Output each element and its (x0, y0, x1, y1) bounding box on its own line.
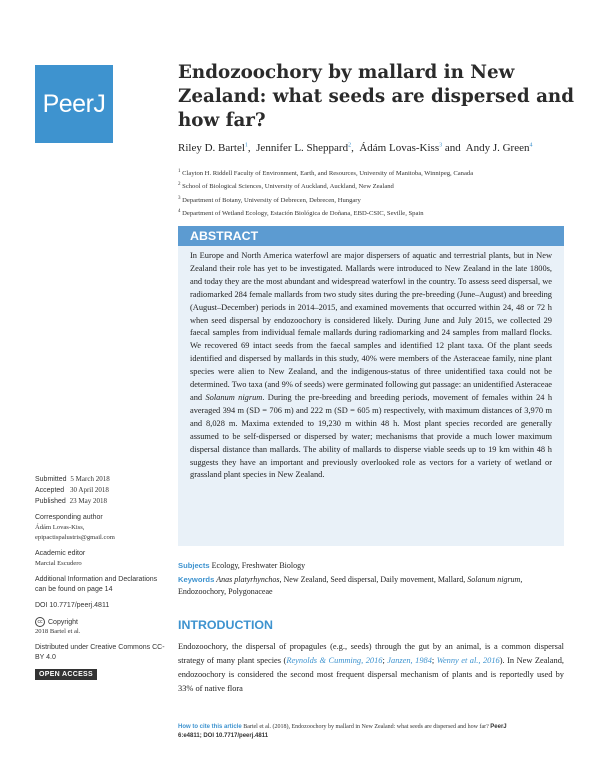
article-title: Endozoochory by mallard in New Zealand: what seeds are dispersed and how far? (178, 62, 575, 131)
copyright: cc Copyright (35, 617, 170, 627)
citation-link[interactable]: Reynolds & Cumming, 2016 (286, 656, 383, 665)
keywords-line: Keywords Anas platyrhynchos, New Zealand, Seed dispersal, Daily movement, Mallard, Solanum nigrum, Endozoochory, Polygonaceae (178, 575, 523, 596)
additional-info-text[interactable]: Additional Information and Declarations can be found on page 14 (35, 576, 158, 593)
article-info-sidebar (35, 474, 170, 681)
affiliation: $^4$ Department of Wetland Ecology, Estación Biológica de Doñana, EBD-CSIC, Seville, Spain (178, 209, 424, 218)
author-name[interactable]: Jennifer L. Sheppard (256, 142, 349, 154)
author-affil-sup: 1 (244, 142, 248, 149)
academic-editor-label: Academic editor (35, 550, 86, 557)
affiliation: $^3$ Department of Botany, University of Debrecen, Debrecen, Hungary (178, 195, 361, 204)
citation-footer: How to cite this article Bartel et al. (2018), Endozoochory by mallard in New Zealand: what seeds are dispersed and how far? PeerJ 6:e4811; DOI 10.7717/peerj.4811 (178, 724, 507, 739)
author-list: Riley D. Bartel$^1$, Jennifer L. Sheppard$^2$, Ádám Lovas-Kiss$^3$ and Andy J. Green$^4$ (178, 142, 533, 154)
doi[interactable]: DOI 10.7717/peerj.4811 (35, 602, 110, 609)
citation-link[interactable]: Janzen, 1984 (387, 656, 432, 665)
affiliation-list (178, 166, 588, 220)
published-date: Published 23 May 2018 (35, 497, 107, 505)
citation-link[interactable]: Wenny et al., 2016 (436, 656, 500, 665)
author-name[interactable]: Ádám Lovas-Kiss (359, 142, 440, 154)
author-name[interactable]: Riley D. Bartel (178, 142, 245, 154)
abstract-heading: ABSTRACT (178, 226, 564, 246)
journal-logo: PeerJ (35, 65, 113, 143)
abstract-text: In Europe and North America waterfowl are major dispersers of aquatic and terrestrial plants, but in New Zealand their role has yet to be investigated. Mallards were introduced to New Zealand in the late 1800s, and today they are the most abundant and widespread waterfowl in the country. To assess seed dispersal, we radiomarked 284 female mallards from two study sites during the pre-breeding (June–August) and breeding (August–December) periods in 2014–2015, and examined movements that occurred within 24, 48 or 72 h when seed dispersal by endozoochory is considered likely. During June and July 2015, we collected 29 faecal samples from individual female mallards during radiomarking and 24 samples from mallard flocks. We recovered 69 intact seeds from the faecal samples and identified 12 plant taxa. Of the plant seeds identified and dispersed by mallards in this study, 40% were members of the Asteraceae family, nine plant species were alien to New Zealand, and the indigenous-status of three unidentified taxa could not be determined. Two taxa (and 9% of seeds) were germinated following gut passage: an unidentified Asteraceae and Solanum nigrum. During the pre-breeding and breeding periods, movement of females within 24 h averaged 394 m (SD = 706 m) and 222 m (SD = 605 m) respectively, with maximum distances of 3,970 m and 8,028 m. Maxima extended to 19,230 m within 48 h. Most plant species recorded are generally assumed to be self-dispersed or dispersed by water; mechanisms that provide a much lower maximum dispersal distance than mallards. The ability of mallards to disperse viable seeds up to 19 km within 48 h suggests they have an important and previously overlooked role as vectors for a variety of wetland or grassland plant species in New Zealand. (190, 251, 553, 480)
author-name[interactable]: Andy J. Green (465, 142, 530, 154)
subjects-label: Subjects (178, 561, 210, 570)
submitted-date: Submitted 5 March 2018 (35, 475, 110, 483)
subjects-value: Ecology, Freshwater Biology (211, 561, 306, 570)
author-affil-sup: 4 (529, 142, 533, 149)
copyright-holder: 2018 Bartel et al. (35, 628, 81, 635)
open-access-badge: OPEN ACCESS (35, 669, 97, 680)
author-affil-sup: 3 (439, 142, 443, 149)
corresponding-author-name: Ádám Lovas-Kiss, (35, 524, 85, 531)
academic-editor-name: Marcial Escudero (35, 560, 82, 567)
introduction-text: Endozoochory, the dispersal of propagules (e.g., seeds) through the gut by an animal, is a common dispersal strategy of many plant species (Reynolds & Cumming, 2016; Janzen, 1984; Wenny et al., 2016). In New Zealand, endozoochory is considered the second most frequent dispersal mechanism of plants and is reportedly used by 33% of native flora (178, 642, 564, 693)
corresponding-author-email[interactable]: epipactispalustris@gmail.com (35, 534, 115, 541)
how-to-cite-label: How to cite this article (178, 724, 242, 730)
license-text[interactable]: Distributed under Creative Commons CC-BY 4.0 (35, 644, 165, 661)
keywords-label: Keywords (178, 575, 215, 584)
abstract-box (178, 226, 564, 546)
author-affil-sup: 2 (348, 142, 352, 149)
affiliation: $^1$ Clayton H. Riddell Faculty of Environment, Earth, and Resources, University of Manitoba, Winnipeg, Canada (178, 169, 474, 178)
subjects-line (178, 560, 564, 572)
copyright-icon: cc (35, 617, 45, 627)
affiliation: $^2$ School of Biological Sciences, University of Auckland, Auckland, New Zealand (178, 182, 394, 191)
introduction-heading: INTRODUCTION (178, 618, 273, 632)
corresponding-author-label: Corresponding author (35, 514, 103, 521)
accepted-date: Accepted 30 April 2018 (35, 486, 109, 494)
